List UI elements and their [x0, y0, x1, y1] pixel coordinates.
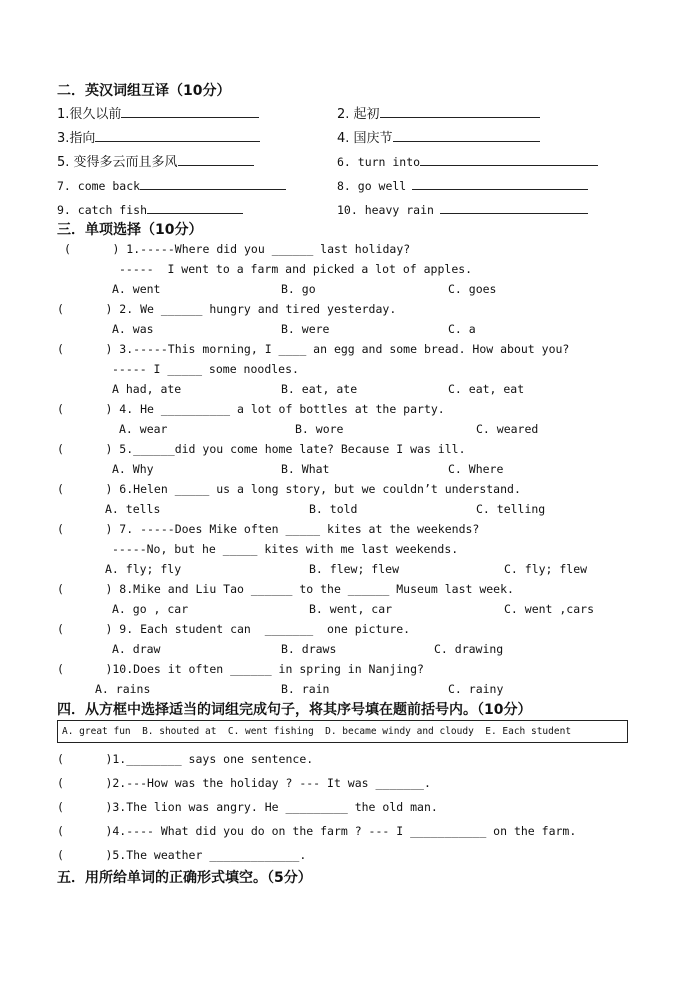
q6-stem: ( ) 6.Helen _____ us a long story, but we couldn’t understand. — [57, 482, 521, 496]
answer-blank[interactable] — [420, 153, 598, 166]
q8-option-c[interactable]: C. went ,cars — [504, 602, 595, 616]
s4-item-5: ( )5.The weather _____________. — [57, 848, 307, 862]
q6-option-b[interactable]: B. told — [309, 502, 358, 516]
s4-item-1: ( )1.________ says one sentence. — [57, 752, 314, 766]
q9-stem: ( ) 9. Each student can _______ one picture. — [57, 622, 411, 636]
q5-option-c[interactable]: C. Where — [448, 462, 504, 476]
s4-item-2: ( )2.---How was the holiday ? --- It was _______. — [57, 776, 431, 790]
answer-blank[interactable] — [380, 105, 540, 118]
s2-item-5-label: 5. 变得多云而且多风 — [57, 155, 178, 170]
q1-dialog: ----- I went to a farm and picked a lot of apples. — [119, 262, 473, 276]
q4-stem: ( ) 4. He __________ a lot of bottles at the party. — [57, 402, 445, 416]
s2-item-6-label: 6. turn into — [337, 155, 421, 169]
answer-blank[interactable] — [147, 201, 243, 214]
q7-dialog: -----No, but he _____ kites with me last weekends. — [112, 542, 459, 556]
s2-item-4-label: 4. 国庆节 — [337, 131, 393, 146]
q6-option-c[interactable]: C. telling — [476, 502, 546, 516]
section-5-title: 五．用所给单词的正确形式填空。（5分） — [57, 870, 312, 886]
q8-option-b[interactable]: B. went, car — [309, 602, 393, 616]
s2-item-2-label: 2. 起初 — [337, 107, 380, 122]
q2-option-a[interactable]: A. was — [112, 322, 154, 336]
s2-item-4 — [337, 127, 540, 146]
q9-option-c[interactable]: C. drawing — [434, 642, 504, 656]
s2-item-6 — [337, 153, 598, 169]
q3-option-b[interactable]: B. eat, ate — [281, 382, 358, 396]
q4-option-a[interactable]: A. wear — [119, 422, 168, 436]
s2-item-9-label: 9. catch fish — [57, 203, 148, 217]
section-2-title: 二．英汉词组互译（10分） — [57, 83, 231, 99]
answer-blank[interactable] — [440, 201, 588, 214]
s2-item-2 — [337, 103, 540, 122]
section-4-title: 四．从方框中选择适当的词组完成句子，将其序号填在题前括号内。（10分） — [57, 702, 532, 718]
s2-item-7 — [57, 177, 286, 193]
s2-item-5 — [57, 151, 254, 170]
s2-item-3-label: 3.指向 — [57, 131, 96, 146]
q2-stem: ( ) 2. We ______ hungry and tired yesterday. — [57, 302, 397, 316]
q2-option-c[interactable]: C. a — [448, 322, 476, 336]
q1-option-c[interactable]: C. goes — [448, 282, 497, 296]
answer-blank[interactable] — [178, 153, 254, 166]
q5-option-a[interactable]: A. Why — [112, 462, 154, 476]
q1-option-b[interactable]: B. go — [281, 282, 316, 296]
q7-option-a[interactable]: A. fly; fly — [105, 562, 182, 576]
section-3-title: 三．单项选择（10分） — [57, 222, 203, 238]
q7-option-b[interactable]: B. flew; flew — [309, 562, 400, 576]
answer-blank[interactable] — [95, 129, 260, 142]
q4-option-b[interactable]: B. wore — [295, 422, 344, 436]
q10-option-b[interactable]: B. rain — [281, 682, 330, 696]
s4-item-4: ( )4.---- What did you do on the farm ? --- I ___________ on the farm. — [57, 824, 577, 838]
q8-stem: ( ) 8.Mike and Liu Tao ______ to the ______ Museum last week. — [57, 582, 514, 596]
s2-item-10-label: 10. heavy rain — [337, 203, 434, 217]
q1-option-a[interactable]: A. went — [112, 282, 161, 296]
answer-blank[interactable] — [412, 177, 588, 190]
q3-stem: ( ) 3.-----This morning, I ____ an egg and some bread. How about you? — [57, 342, 570, 356]
answer-blank[interactable] — [140, 177, 286, 190]
q10-option-a[interactable]: A. rains — [95, 682, 151, 696]
answer-blank[interactable] — [393, 129, 540, 142]
q4-option-c[interactable]: C. weared — [476, 422, 539, 436]
q3-option-c[interactable]: C. eat, eat — [448, 382, 525, 396]
word-box-text: A. great fun B. shouted at C. went fishing D. became windy and cloudy E. Each student — [62, 726, 572, 737]
s4-item-3: ( )3.The lion was angry. He _________ the old man. — [57, 800, 438, 814]
q3-dialog: ----- I _____ some noodles. — [112, 362, 299, 376]
q3-option-a[interactable]: A had, ate — [112, 382, 182, 396]
q7-option-c[interactable]: C. fly; flew — [504, 562, 588, 576]
q7-stem: ( ) 7. -----Does Mike often _____ kites at the weekends? — [57, 522, 480, 536]
q5-stem: ( ) 5.______did you come home late? Because I was ill. — [57, 442, 466, 456]
q1-stem: ( ) 1.-----Where did you ______ last holiday? — [64, 242, 411, 256]
s2-item-1 — [57, 103, 259, 122]
q5-option-b[interactable]: B. What — [281, 462, 330, 476]
s2-item-3 — [57, 127, 260, 146]
s2-item-8-label: 8. go well — [337, 179, 407, 193]
q9-option-a[interactable]: A. draw — [112, 642, 161, 656]
s2-item-10 — [337, 201, 588, 217]
s2-item-1-label: 1.很久以前 — [57, 107, 122, 122]
q2-option-b[interactable]: B. were — [281, 322, 330, 336]
q10-option-c[interactable]: C. rainy — [448, 682, 504, 696]
q9-option-b[interactable]: B. draws — [281, 642, 337, 656]
q8-option-a[interactable]: A. go , car — [112, 602, 189, 616]
q6-option-a[interactable]: A. tells — [105, 502, 161, 516]
s2-item-7-label: 7. come back — [57, 179, 141, 193]
s2-item-9 — [57, 201, 243, 217]
q10-stem: ( )10.Does it often ______ in spring in Nanjing? — [57, 662, 424, 676]
s2-item-8 — [337, 177, 588, 193]
answer-blank[interactable] — [121, 105, 259, 118]
